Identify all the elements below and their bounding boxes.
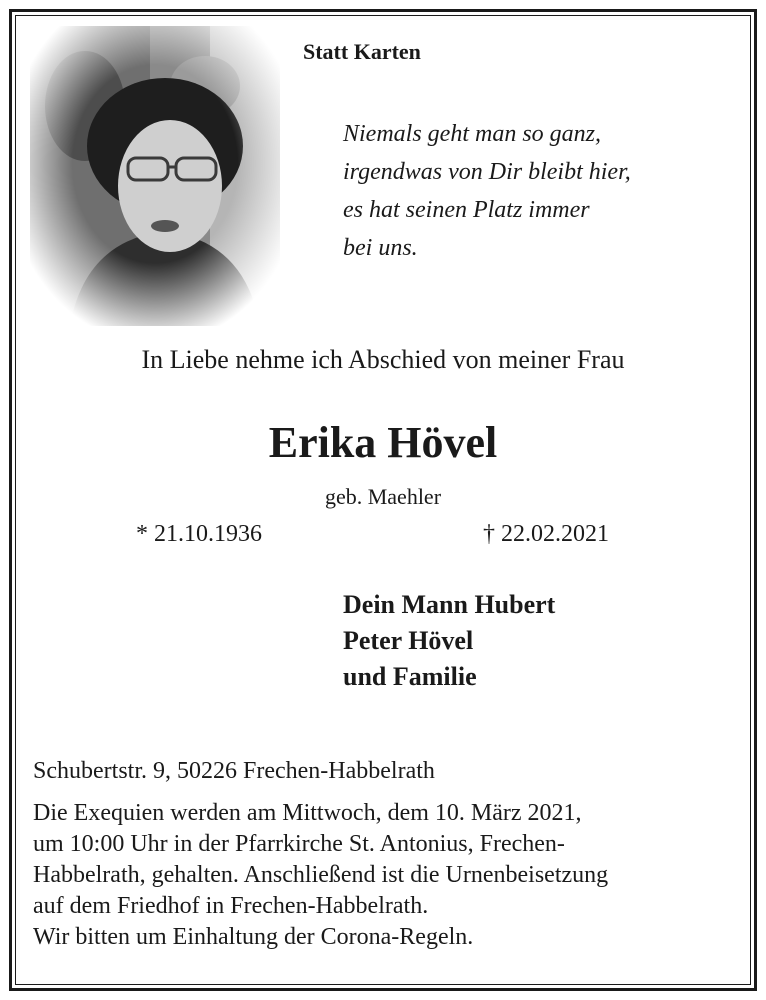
poem-line: Niemals geht man so ganz,: [343, 121, 601, 147]
poem-line: es hat seinen Platz immer: [343, 197, 590, 223]
funeral-line: um 10:00 Uhr in der Pfarrkirche St. Antonius, Frechen-: [33, 831, 565, 857]
funeral-line: Die Exequien werden am Mittwoch, dem 10. März 2021,: [33, 800, 582, 826]
poem: [343, 115, 631, 267]
poem-line: bei uns.: [343, 235, 418, 261]
deceased-name: Erika Hövel: [268, 418, 498, 467]
funeral-line: Wir bitten um Einhaltung der Corona-Regeln.: [33, 924, 474, 950]
mourner-line: und Familie: [343, 662, 477, 691]
mourner-line: Peter Hövel: [343, 626, 474, 655]
funeral-line: auf dem Friedhof in Frechen-Habbelrath.: [33, 893, 429, 919]
address: Schubertstr. 9, 50226 Frechen-Habbelrath: [33, 758, 435, 784]
header-statt-karten: Statt Karten: [303, 39, 421, 64]
intro-text: In Liebe nehme ich Abschied von meiner Frau: [141, 345, 625, 374]
portrait-photo: [30, 26, 280, 326]
birth-date: * 21.10.1936: [136, 521, 262, 547]
funeral-details: [33, 798, 608, 953]
death-date: † 22.02.2021: [483, 521, 609, 547]
maiden-name: geb. Maehler: [324, 484, 442, 509]
funeral-line: Habbelrath, gehalten. Anschließend ist die Urnenbeisetzung: [33, 862, 609, 888]
mourner-line: Dein Mann Hubert: [343, 590, 556, 619]
mourners-list: [343, 587, 555, 695]
poem-line: irgendwas von Dir bleibt hier,: [343, 159, 631, 185]
